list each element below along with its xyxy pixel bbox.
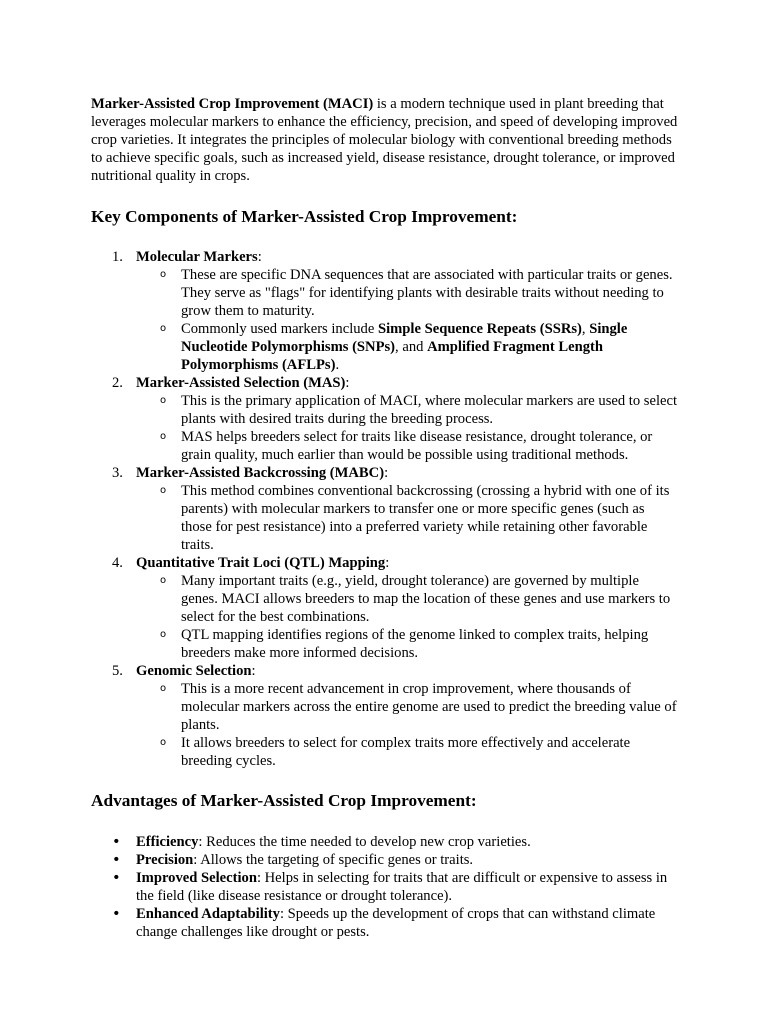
sublist-text: This is the primary application of MACI, where molecular markers are used to select plants with desired traits during the breeding process. (181, 393, 678, 427)
advantage-item (91, 851, 678, 869)
item-title: Quantitative Trait Loci (QTL) Mapping (136, 555, 386, 571)
sublist-item (136, 320, 678, 374)
circle-bullet-icon: o (160, 683, 167, 694)
circle-bullet-icon: o (160, 395, 167, 406)
bold-term: Simple Sequence Repeats (SSRs) (377, 321, 582, 337)
sublist-item (136, 626, 678, 662)
item-suffix: : (384, 465, 389, 481)
section-heading-advantages: Advantages of Marker-Assisted Crop Improvement: (91, 791, 477, 810)
item-title: Marker-Assisted Selection (MAS) (136, 375, 346, 391)
list-item-genomic-selection (91, 662, 678, 770)
sublist (136, 482, 678, 554)
list-item-mabc (91, 464, 678, 554)
sublist-text: Many important traits (e.g., yield, drought tolerance) are governed by multiple genes. MACI allows breeders to map the location of these genes and use markers to select for the best combinations. (181, 573, 671, 625)
sublist-item (136, 392, 678, 428)
sublist-item (136, 266, 678, 320)
circle-bullet-icon: o (160, 431, 167, 442)
sublist-item (136, 572, 678, 626)
advantage-text: : Reduces the time needed to develop new crop varieties. (198, 834, 531, 850)
circle-bullet-icon: o (160, 575, 167, 586)
list-number: 1. (112, 249, 123, 265)
list-item-molecular-markers (91, 248, 678, 374)
item-suffix: : (257, 249, 262, 265)
intro-bold-term: Marker-Assisted Crop Improvement (MACI) (91, 96, 374, 112)
sublist (136, 266, 678, 374)
sublist-text: . (335, 357, 340, 373)
sublist-text: QTL mapping identifies regions of the genome linked to complex traits, helping breeders make more informed decisions. (181, 627, 649, 661)
item-suffix: : (385, 555, 390, 571)
circle-bullet-icon: o (160, 629, 167, 640)
sublist-text: These are specific DNA sequences that are associated with particular traits or genes. They serve as "flags" for identifying plants with desirable traits without needing to grow them to maturity. (181, 267, 673, 319)
item-suffix: : (251, 663, 256, 679)
list-number: 3. (112, 465, 123, 481)
sublist (136, 680, 678, 770)
sublist-item (136, 680, 678, 734)
sublist-text: It allows breeders to select for complex traits more effectively and accelerate breeding cycles. (181, 735, 631, 769)
sublist-text: , (581, 321, 590, 337)
list-number: 2. (112, 375, 123, 391)
circle-bullet-icon: o (160, 323, 167, 334)
bullet-icon: • (112, 905, 121, 922)
advantage-item (91, 869, 678, 905)
item-title: Marker-Assisted Backcrossing (MABC) (136, 465, 385, 481)
advantage-item (91, 905, 678, 941)
bullet-icon: • (112, 869, 121, 886)
list-number: 5. (112, 663, 123, 679)
sublist-text: This method combines conventional backcrossing (crossing a hybrid with one of its parents) with molecular markers to transfer one or more specific genes (such as those for pest resistance) into a preferred variety while retaining other favorable traits. (181, 483, 670, 553)
sublist (136, 392, 678, 464)
advantage-text: : Speeds up the development of crops that can withstand climate change challenges like drought or pests. (136, 906, 656, 940)
advantage-term: Precision (136, 852, 194, 868)
bold-term: Single Nucleotide Polymorphisms (SNPs) (181, 321, 628, 355)
sublist-text: , and (395, 339, 428, 355)
bullet-icon: • (112, 851, 121, 868)
circle-bullet-icon: o (160, 737, 167, 748)
advantage-term: Improved Selection (136, 870, 257, 886)
list-item-mas (91, 374, 678, 464)
section-heading-key-components: Key Components of Marker-Assisted Crop Improvement: (91, 207, 518, 226)
sublist-text: This is a more recent advancement in crop improvement, where thousands of molecular markers across the entire genome are used to predict the breeding value of plants. (181, 681, 677, 733)
sublist (136, 572, 678, 662)
advantage-term: Enhanced Adaptability (136, 906, 280, 922)
intro-text: is a modern technique used in plant breeding that leverages molecular markers to enhance the efficiency, precision, and speed of developing improved crop varieties. It integrates the principles of molecular biology with conventional breeding methods to achieve specific goals, such as increased yield, disease resistance, drought tolerance, or improved nutritional quality in crops. (91, 96, 678, 184)
sublist-text: Commonly used markers include (181, 321, 378, 337)
sublist-item (136, 482, 678, 554)
bullet-icon: • (112, 833, 121, 850)
list-item-qtl-mapping (91, 554, 678, 662)
item-suffix: : (345, 375, 350, 391)
advantage-term: Efficiency (136, 834, 199, 850)
advantage-text: : Allows the targeting of specific genes or traits. (193, 852, 474, 868)
sublist-item (136, 734, 678, 770)
bold-term: Amplified Fragment Length Polymorphisms (AFLPs) (181, 339, 604, 373)
sublist-item (136, 428, 678, 464)
circle-bullet-icon: o (160, 269, 167, 280)
advantage-text: : Helps in selecting for traits that are difficult or expensive to assess in the field (like disease resistance or drought tolerance). (136, 870, 668, 904)
circle-bullet-icon: o (160, 485, 167, 496)
item-title: Genomic Selection (136, 663, 252, 679)
sublist-text: MAS helps breeders select for traits like disease resistance, drought tolerance, or grain quality, much earlier than would be possible using traditional methods. (181, 429, 653, 463)
list-number: 4. (112, 555, 123, 571)
key-components-list (91, 248, 678, 770)
advantages-list (91, 833, 678, 941)
advantage-item (91, 833, 678, 851)
intro-paragraph (91, 95, 678, 185)
item-title: Molecular Markers (136, 249, 258, 265)
